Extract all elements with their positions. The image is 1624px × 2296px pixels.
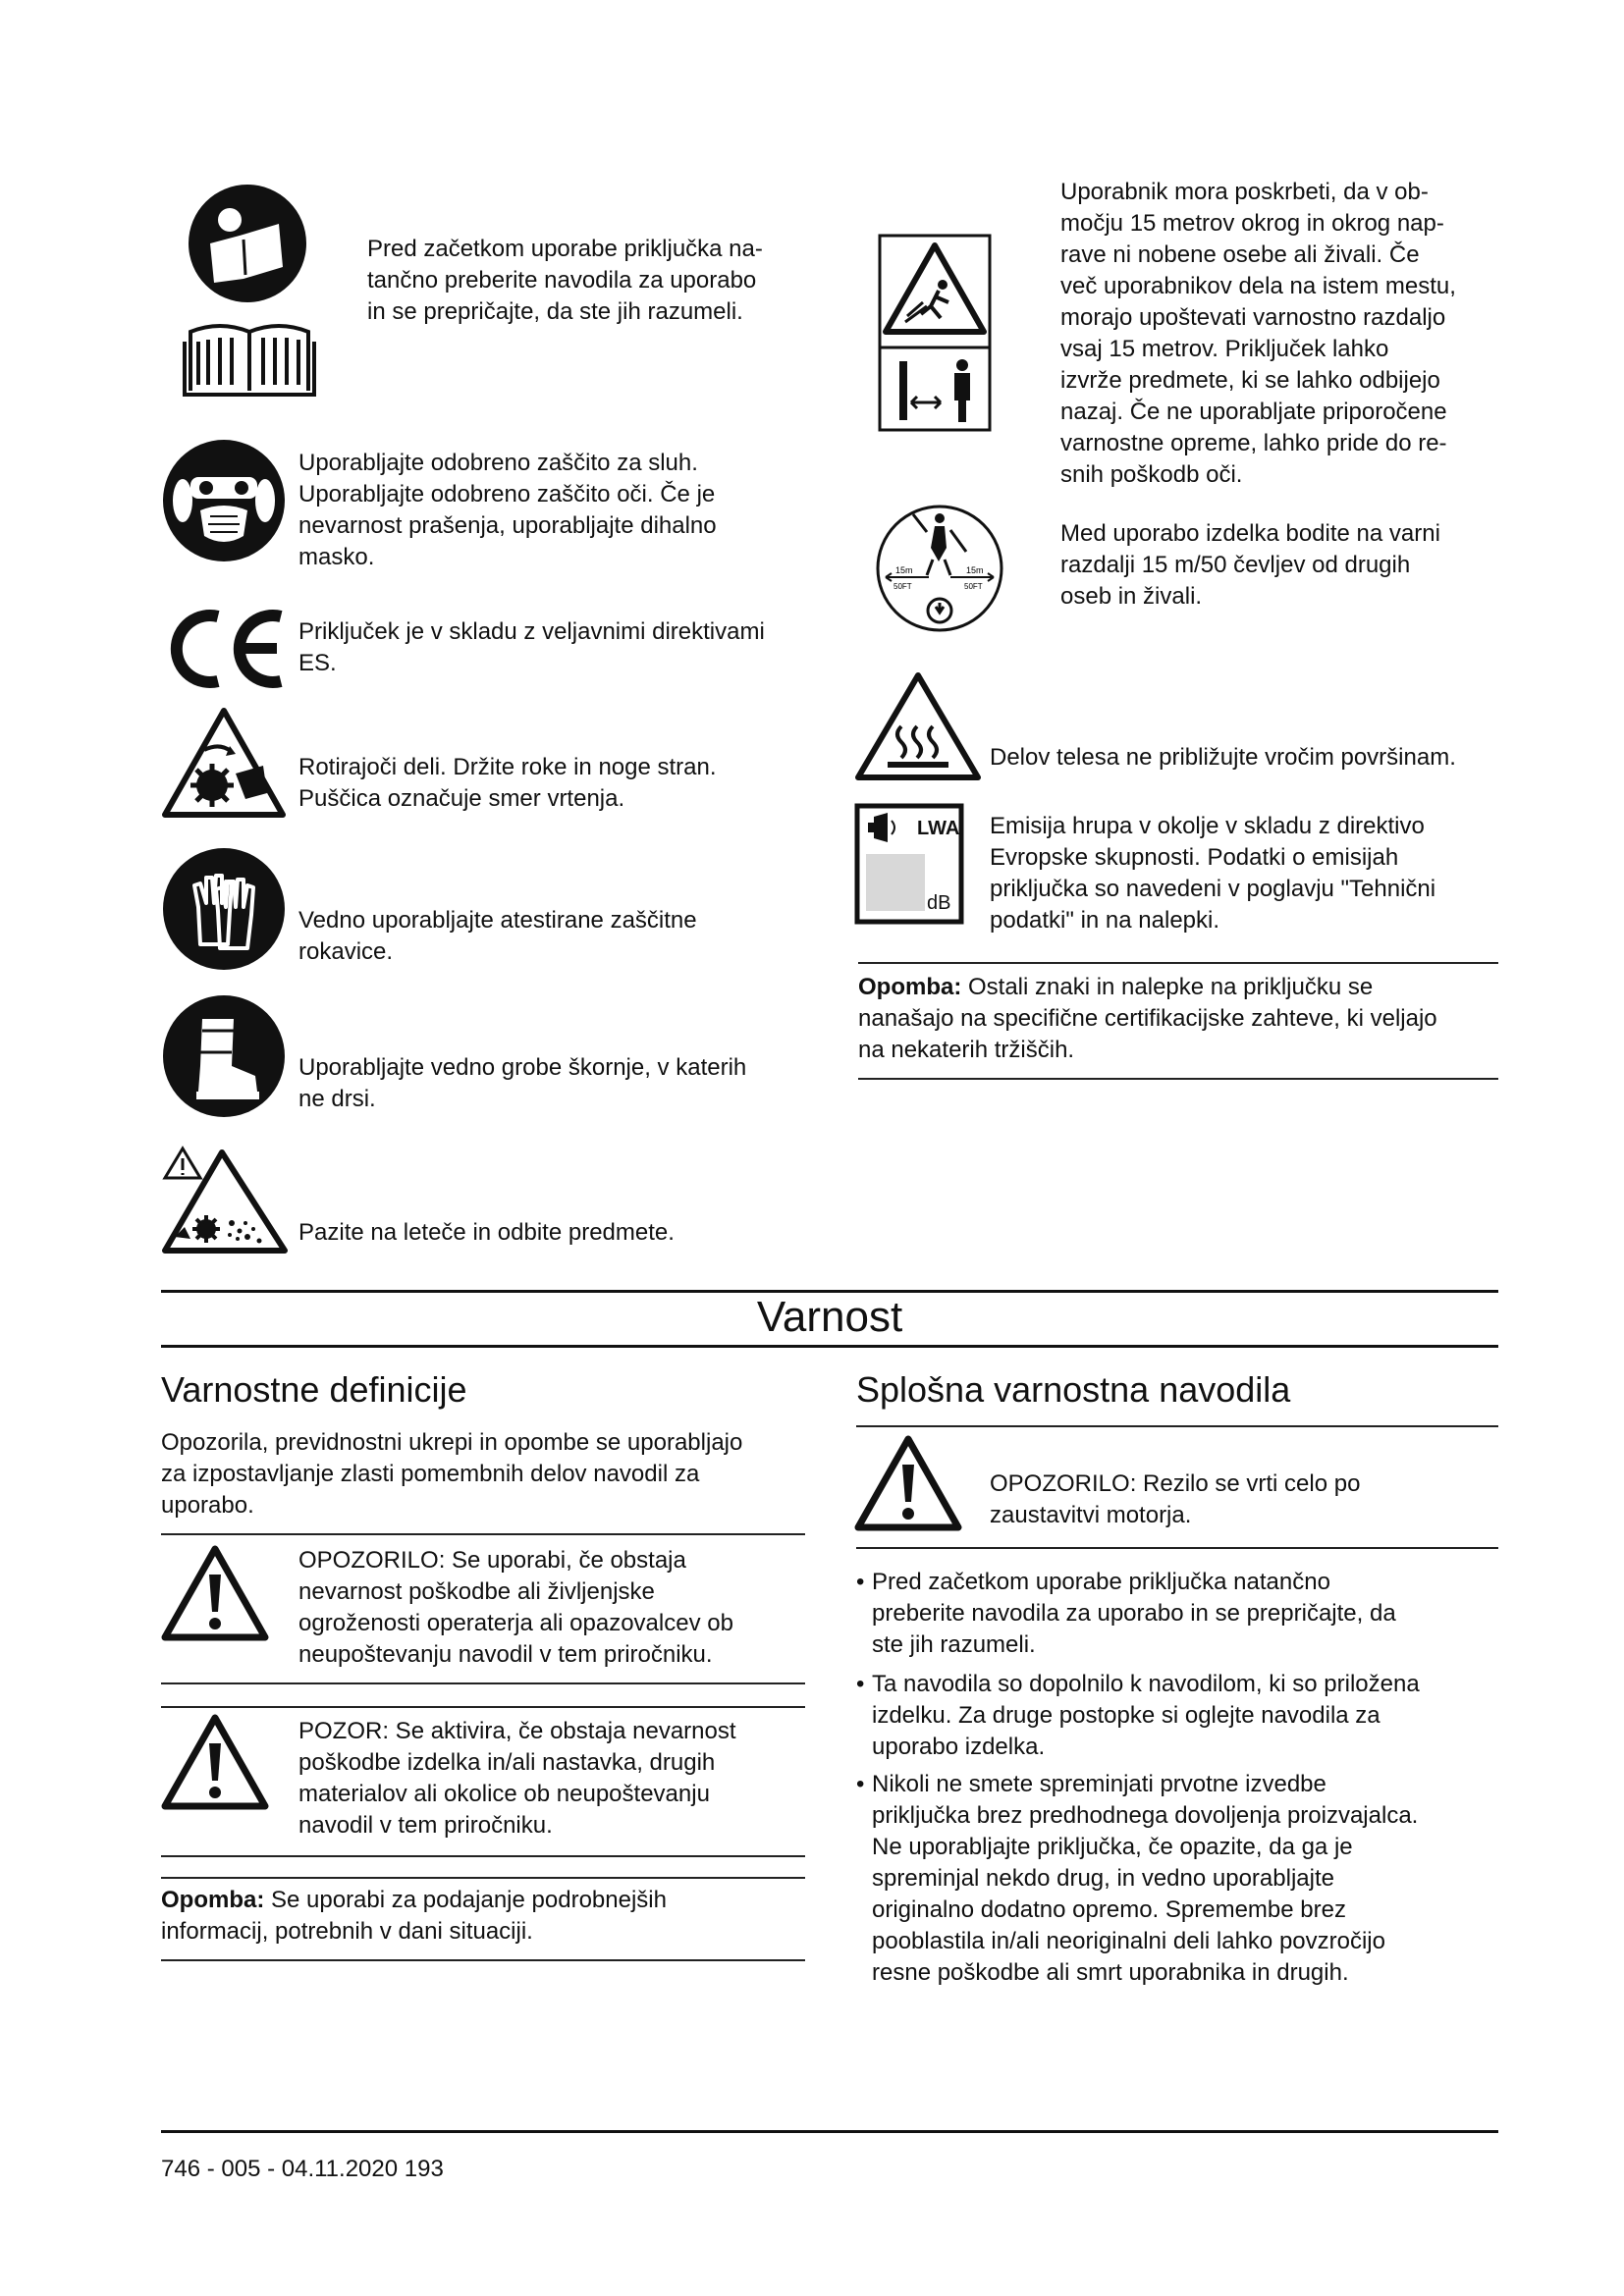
hot-surface-icon [854,669,982,783]
rotating-parts-icon [161,705,287,821]
general-warning [990,1468,1500,1531]
right-note-text: Ostali znaki in nalepke na priključku se nanašajo na specifične certifikacijske zahteve, ki veljajo na nekaterih tržiščih. [858,974,1437,1063]
distance-label-right-m: 15m [966,565,984,575]
lwa-label: LWA [917,818,960,839]
caution-label: POZOR [298,1718,383,1744]
thrown-objects-distance-icon [878,234,992,432]
definitions-intro: Opozorila, previdnostni ukrepi in opombe se uporabljajo za izpostavljanje zlasti pomembnih delov navodil za uporabo. [161,1429,743,1519]
ear-eye-protection-icon [161,438,287,563]
caution-bottom-rule [161,1855,805,1857]
definition-note-top-rule [161,1877,805,1879]
hot-surface-text: Delov telesa ne približujte vročim površinam. [990,744,1456,771]
safe-distance-15m-icon [874,503,1005,634]
caution-top-rule [161,1706,805,1708]
general-warning-top-rule [856,1425,1498,1427]
bullet-text: Nikoli ne smete spreminjati prvotne izvedbe priključka brez predhodnega dovoljenja proizvajalca. Ne uporabljajte priključka, če opazite, da ga je spreminjal nekdo drug, in vedno uporabljajte originalno dodatno opremo. Spremembe brez pooblastila in/ali neoriginalni deli lahko povzročijo resne poškodbe ali smrt uporabnika in drugih. [872,1771,1419,1986]
boots-text: Uporabljajte vedno grobe škornje, v katerih ne drsi. [298,1054,747,1112]
warning-text: : Se uporabi, če obstaja nevarnost poškodbe ali življenjske ogroženosti operaterja ali opazovalcev ob neupoštevanju navodil v tem priročniku. [298,1547,733,1668]
noise-emission-icon [854,803,964,925]
safe-distance-text: Med uporabo izdelka bodite na varni razdalji 15 m/50 čevljev od drugih oseb in živali. [1060,520,1440,610]
gloves-icon [161,846,287,972]
bullet-text: Ta navodila so dopolnilo k navodilom, ki so priložena izdelku. Za druge postopke si oglejte navodila za uporabo izdelka. [872,1671,1420,1760]
section-bottom-rule [161,1345,1498,1348]
warning-label: OPOZORILO [298,1547,439,1574]
read-manual-text: Pred začetkom uporabe priključka na- tančno preberite navodila za uporabo in se prepričajte, da ste jih razumeli. [367,236,763,325]
caution-definition [298,1716,809,1842]
definition-note-label: Opomba: [161,1887,265,1913]
ear-eye-protection-text: Uporabljajte odobreno zaščito za sluh. Uporabljajte odobreno zaščito oči. Če je nevarnost prašenja, uporabljajte dihalno masko. [298,450,717,570]
note-bottom-rule [858,1078,1498,1080]
note-top-rule [858,962,1498,964]
footer-rule [161,2130,1498,2133]
flying-objects-text: Pazite na leteče in odbite predmete. [298,1219,675,1246]
right-note-label: Opomba: [858,974,962,1000]
general-heading: Splošna varnostna navodila [856,1369,1291,1410]
ce-mark-text: Priključek je v skladu z veljavnimi direktivami ES. [298,618,765,676]
distance-label-left-m: 15m [895,565,913,575]
definitions-heading: Varnostne definicije [161,1369,467,1410]
list-item: • Pred začetkom uporabe priključka natančno preberite navodila za uporabo in se prepričajte, da ste jih razumeli. [856,1567,1504,1665]
bullet-text: Pred začetkom uporabe priključka natančno preberite navodila za uporabo in se prepričajte, da ste jih razumeli. [872,1569,1396,1658]
gloves-text: Vedno uporabljajte atestirane zaščitne rokavice. [298,907,697,965]
general-warning-label: OPOZORILO [990,1470,1130,1497]
warning-top-rule [161,1533,805,1535]
definition-note-text: Se uporabi za podajanje podrobnejših informacij, potrebnih v dani situaciji. [161,1887,667,1945]
ce-mark-icon [161,607,289,691]
warning-triangle-icon [161,1543,269,1641]
distance-label-right-ft: 50FT [964,582,983,591]
list-item: • Ta navodila so dopolnilo k navodilom, ki so priložena izdelku. Za druge postopke si oglejte navodila za uporabo izdelka. [856,1669,1504,1767]
boots-icon [161,993,287,1119]
general-warning-triangle-icon [854,1433,962,1531]
general-warning-bottom-rule [856,1547,1498,1549]
flying-objects-icon [161,1145,291,1255]
section-title: Varnost [756,1293,903,1341]
definition-note [161,1885,829,1948]
caution-triangle-icon [161,1712,269,1810]
distance-label-left-ft: 50FT [893,582,912,591]
warning-definition [298,1545,809,1671]
definition-note-bottom-rule [161,1959,805,1961]
footer-text: 746 - 005 - 04.11.2020 193 [161,2156,444,2182]
read-manual-icon [181,185,324,397]
general-warning-text: : Rezilo se vrti celo po zaustavitvi motorja. [990,1470,1361,1528]
right-note [858,972,1506,1066]
rotating-parts-text: Rotirajoči deli. Držite roke in noge stran. Puščica označuje smer vrtenja. [298,754,717,812]
caution-text: : Se aktivira, če obstaja nevarnost poškodbe izdelka in/ali nastavka, drugih materialov ali okolice ob neupoštevanju navodil v tem priročniku. [298,1718,736,1839]
thrown-objects-text: Uporabnik mora poskrbeti, da v ob- močju 15 metrov okrog in okrog nap- rave ni nobene osebe ali živali. Če več uporabnikov dela na istem mestu, morajo upoštevati varnostno razdaljo vsaj 15 metrov. Priključek lahko izvrže predmete, ki se lahko odbijejo nazaj. Če ne uporabljate priporočene varnostne opreme, lahko pride do re- snih poškodb oči. [1060,179,1456,488]
noise-emission-text: Emisija hrupa v okolje v skladu z direktivo Evropske skupnosti. Podatki o emisijah priključka so navedeni v poglavju "Tehnični podatki" in na nalepki. [990,813,1436,934]
warning-bottom-rule [161,1682,805,1684]
db-label: dB [927,892,951,914]
list-item: • Nikoli ne smete spreminjati prvotne izvedbe priključka brez predhodnega dovoljenja proizvajalca. Ne uporabljajte priključka, če opazite, da ga je spreminjal nekdo drug, in vedno uporabljajte originalno dodatno opremo. Spremembe brez pooblastila in/ali neoriginalni deli lahko povzročijo resne poškodbe ali smrt uporabnika in drugih. [856,1769,1504,1995]
